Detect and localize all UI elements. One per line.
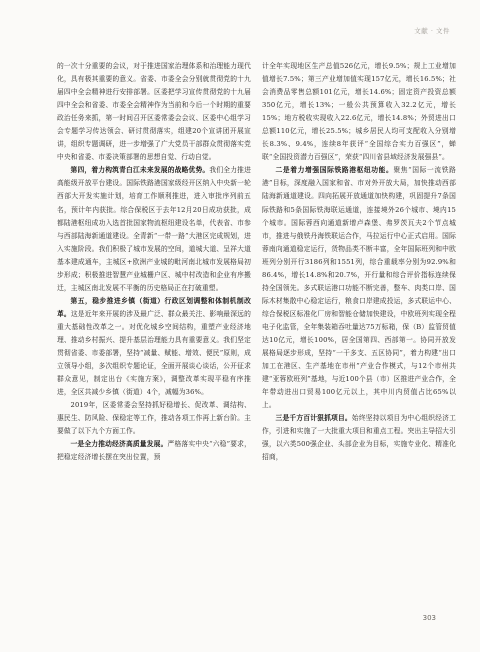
paragraph [57, 295, 251, 399]
paragraph [57, 164, 251, 294]
paragraph-body: 严格落实中央“六稳”要求，把稳定经济增长摆在突出位置，预 [57, 440, 251, 462]
section-header-label: 文献 · 文件 [414, 27, 450, 35]
page-number: 303 [422, 614, 436, 622]
paragraph-lead: 第四，着力构筑青白江未来发展的战略优势。 [70, 166, 210, 175]
paragraph-lead: 一是全力推动经济高质量发展。 [70, 440, 168, 449]
paragraph [262, 412, 456, 464]
paragraph-lead: 三是千方百计狠抓项目。 [275, 414, 352, 423]
paragraph [57, 438, 251, 464]
paragraph [262, 164, 456, 412]
paragraph-body: 这是近年来开展的涉及最广泛、群众最关注、影响最深远的重大基础性改革之一。对优化城乡空间结构，重塑产业经济地理、推动乡村振兴、提升基层治理能力具有重要意义。我们坚定贯彻省委、市委部署，坚持“减量、赋能、增效、便民”原则，成立领导小组，多次组织专题论证，全面开展谈心谈话，公开征求群众意见，制定出台《实施方案》，调整改革实现平稳有序推进，全区共减少乡镇（街道）4个，减幅为36%。 [57, 309, 251, 397]
paragraph: 2019年，区委常委会坚持抓好稳增长、促改革、调结构、惠民生、防风险、保稳定等工作，推动各项工作再上新台阶。主要做了以下九个方面工作。 [57, 401, 251, 436]
paragraph-body: 我们全力推进高能级开放平台建设。国际铁路港国家级经开区纳入中央新一轮西部大开发实施计划，培育工作顺利推进，进入审批序列前五名，预计年内获批。综合保税区于去年12月20日成功获批，成都陆港枢纽成功入选首批国家物流枢纽建设名单，代表省、市参与西部陆海新通道建设。全青新“一带一路”大港区完成规划，进入实施阶段。我们积极了城市发展的空间，道城大道、呈祥大道基本建成通车，主城区+欧洲产业城的毗河南北城市发展格局初步形成；积极推进智慧产业城栅户区、城中村改造和企业有序搬迁，主城区南北发展不平衡的历史格局正在打破重塑。 [57, 166, 251, 292]
paragraph-lead: 二是着力增强国际铁路港枢纽功能。 [275, 166, 394, 175]
paragraph-lead: 第五，稳步推进乡镇（街道）行政区划调整和体制机制改革。 [57, 296, 251, 318]
paragraph-body: 始终坚持以项目为中心组织经济工作，引进和实施了一大批重大项目和重点工程。突出主导招大引强，以六类500强企业、头部企业为目标，实施专业化、精准化招商， [262, 414, 456, 462]
paragraph-body: 聚焦“国际一流铁路港”目标，深度融入国家和省、市对外开放大局，加快推动西部陆海新通道建设。四向拓展开放通道加快构建，巩固提升7条国际铁路和5条国际铁海联运通道，连接境外26个城市、境内15个城市。国际蓉西向通道新增卢森堡、弗罗茨瓦夫2个节点城市，推进与俄铁丹海铁联运合作，马拉运行中心正式启用。国际蓉南向通道稳定运行，货物品类不断丰富，全年国际班列和中欧班列分别开行3186列和1551列，综合重载率分别为92.9%和86.4%，增长14.8%和20.7%，开行量和综合评价指标连续保持全国领先。多式联运港口功能不断完善，整车、肉类口岸、国际木材集散中心稳定运行，粮食口岸建成投运，多式联运中心、综合保税区标准化厂房和智能仓储加快建设，中欧班列实现全程电子化监管，全年集装箱吞吐量达75万标箱，保（B）监管贸值达10亿元，增长100%，居全国第四、西部第一。协同开放发展格局逐步形成，坚持“一干多支、五区协同”，着力构建“出口加工在港区、生产基地在市州”产业合作模式，与12个市州共建“亚蓉欧班列”基地，与近100个县（市）区推进产业合作，全年带动进出口贸易100亿元以上，其中川内贸值占比65%以上。 [262, 166, 456, 410]
paragraph: 计全年实现地区生产总值526亿元，增长9.5%；规上工业增加值增长7.5%；第三产业增加值实现157亿元，增长16.5%；社会消费品零售总额101亿元，增长14.6%；固定资产投资总额350亿元，增长13%；一般公共预算收入32.2亿元，增长15%；地方税收实现收入22.6亿元，增长14.8%；外贸进出口总额110亿元，增长25.5%；城乡居民人均可支配收入分别增长8.3%、9.4%，连续8年获评“全国综合实力百强区”，蝉联“全国投资潜力百强区”，荣获“四川省县域经济发展强县”。 [262, 62, 456, 162]
paragraph: 的一次十分重要的会议，对于推进国家治理体系和治理能力现代化，具有极其重要的意义。省委、市委全会分别就贯彻党的十九届四中全会精神进行安排部署。区委把学习宣传贯彻党的十九届四中全会和省委、市委全会精神作为当前和今后一个时期的重要政治任务来抓，第一时间召开区委常委会会议、区委中心组学习会专题学习传达领会、研讨贯彻落实，组建20个宣讲团开展宣讲，组织专题调研，进一步增强了广大党员干部群众贯彻落实党中央和省委、市委决策部署的思想自觉、行动自觉。 [57, 62, 251, 162]
left-text-column [57, 60, 251, 464]
right-text-column [262, 60, 456, 464]
